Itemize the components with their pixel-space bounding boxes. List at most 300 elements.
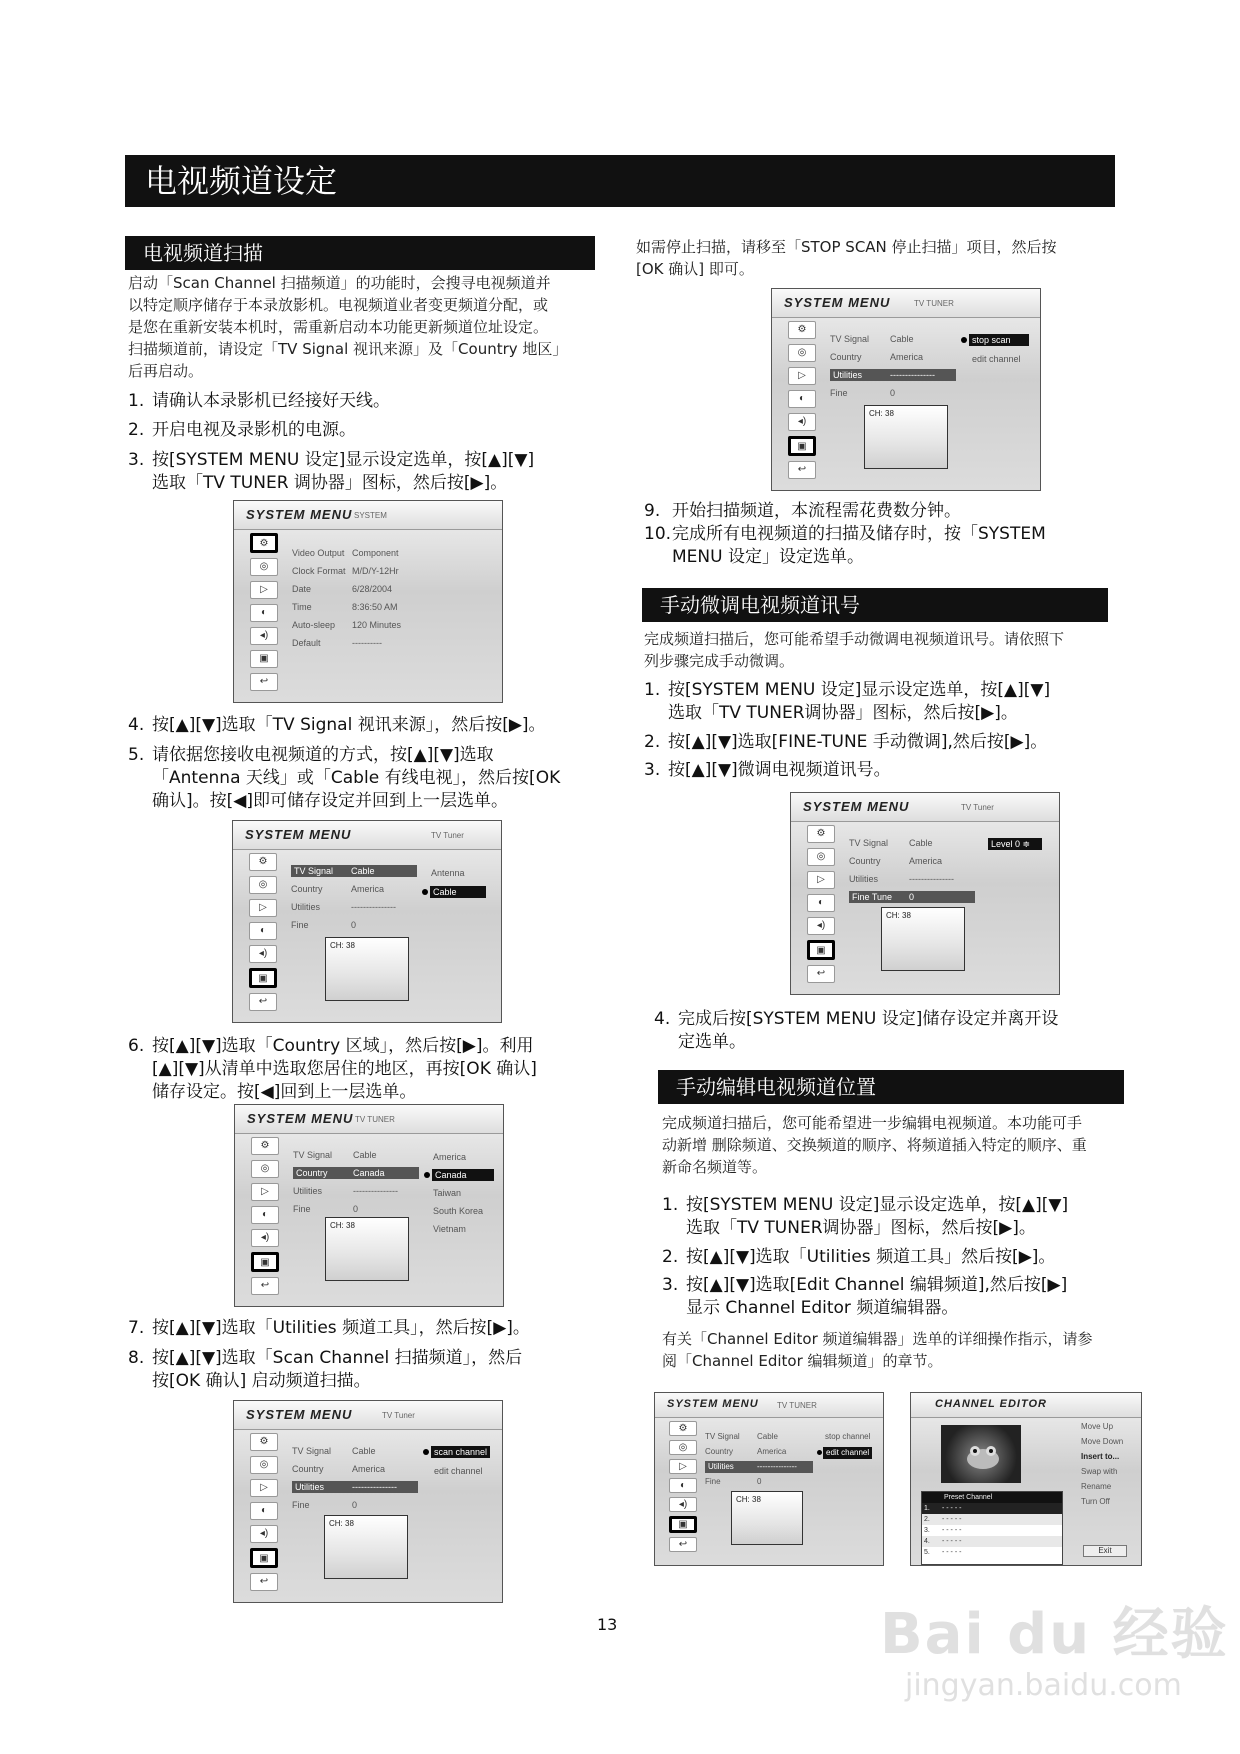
language-icon: ◎: [250, 558, 278, 576]
screenshot-fine-tune-menu: [790, 792, 1060, 995]
step-text: 按[▲][▼]选取「Scan Channel 扫描频道」，然后: [152, 1348, 523, 1368]
row-value: ----------: [352, 638, 382, 648]
option-edit-channel: edit channel: [823, 1447, 872, 1459]
row-key: TV Signal: [292, 1446, 332, 1456]
list-value: - - - - -: [942, 1549, 962, 1556]
step-text: 按[SYSTEM MENU 设定]显示设定选单，按[▲][▼]: [686, 1195, 1069, 1215]
step-text: 请依据您接收电视频道的方式，按[▲][▼]选取: [152, 745, 494, 765]
menu-row: [292, 583, 442, 595]
option-cable: Cable: [430, 886, 486, 898]
tv-tuner-icon: ▣: [669, 1516, 697, 1533]
row-value: 120 Minutes: [352, 620, 402, 630]
row-value: ---------------: [909, 874, 954, 884]
step-number: 9.: [644, 501, 661, 521]
video-icon: ▷: [250, 1479, 278, 1497]
scan-step-3: [128, 449, 608, 495]
row-key: Country: [705, 1447, 734, 1456]
preset-channel-list: [921, 1491, 1063, 1565]
list-index: 2.: [924, 1516, 930, 1523]
page-number: 13: [597, 1615, 618, 1634]
menu-header: [911, 1393, 1141, 1418]
option-country: Vietnam: [433, 1224, 466, 1234]
row-value: America: [351, 884, 385, 894]
menu-row: [849, 837, 975, 849]
edit-step-3: [662, 1274, 1132, 1320]
row-key: TV Signal: [294, 866, 334, 876]
scan-step-9: [644, 500, 1124, 523]
step-text: 储存设定。按[◀]回到上一层选单。: [152, 1082, 417, 1102]
row-key: Utilities: [849, 874, 879, 884]
fine-step-1: [644, 679, 1124, 725]
channel-label: CH: 38: [329, 1519, 354, 1528]
video-icon: ▷: [788, 367, 816, 385]
row-value: Cable: [890, 334, 914, 344]
row-key: Time: [292, 602, 312, 612]
list-value: - - - - -: [942, 1516, 962, 1523]
step-text: 按[SYSTEM MENU 设定]显示设定选单，按[▲][▼]: [668, 680, 1051, 700]
screenshot-channel-editor: [910, 1392, 1142, 1566]
list-index: 3.: [924, 1527, 930, 1534]
row-key: Fine: [293, 1204, 311, 1214]
row-key: TV Signal: [849, 838, 889, 848]
menu-row: [291, 883, 417, 895]
menu-row: [830, 387, 956, 399]
step-text: 「Antenna 天线」或「Cable 有线电视」，然后按[OK: [152, 768, 561, 788]
menu-row: [292, 601, 442, 613]
row-value: M/D/Y-12Hr: [352, 566, 399, 576]
screenshot-system-menu: [233, 500, 503, 703]
scan-step-4: [128, 714, 608, 737]
channel-label: CH: 38: [330, 941, 355, 950]
menu-row: [292, 619, 442, 631]
system-icon: ⚙: [250, 533, 278, 553]
menu-icon-column: [249, 853, 279, 1016]
selected-bullet-icon: [961, 337, 967, 343]
row-value: ---------------: [351, 902, 396, 912]
intro-line: 完成频道扫描后，您可能希望手动微调电视频道讯号。请依照下: [644, 630, 1065, 648]
step-text: 按[▲][▼]选取「Utilities 频道工具」然后按[▶]。: [686, 1247, 1056, 1267]
menu-row: [292, 547, 442, 559]
step-number: 1.: [128, 391, 145, 411]
selected-bullet-icon: [422, 889, 428, 895]
menu-icon-column: [788, 321, 818, 484]
menu-icon-column: [251, 1137, 281, 1300]
step-text: 定选单。: [678, 1032, 746, 1052]
fine-step-4: [654, 1008, 1124, 1054]
menu-row-selected: [293, 1167, 419, 1179]
exit-icon: ↩: [788, 461, 816, 479]
option-stop-channel: stop channel: [825, 1432, 871, 1441]
menu-title: SYSTEM MENU: [667, 1398, 759, 1410]
row-key: Auto-sleep: [292, 620, 336, 630]
intro-line: 完成频道扫描后，您可能希望进一步编辑电视频道。本功能可手: [662, 1114, 1083, 1132]
menu-row-selected: [830, 369, 956, 381]
list-item: [922, 1514, 1062, 1525]
option-antenna: Antenna: [431, 868, 465, 878]
menu-row: [292, 637, 442, 649]
action-swap-with: Swap with: [1081, 1467, 1118, 1476]
option-edit-channel: edit channel: [434, 1466, 483, 1476]
menu-header: [235, 1105, 503, 1134]
menu-row: [849, 873, 975, 885]
step-text: 完成所有电视频道的扫描及储存时，按「SYSTEM: [672, 524, 1046, 544]
channel-preview: [864, 405, 948, 469]
row-key: Country: [292, 1464, 324, 1474]
channel-label: CH: 38: [886, 911, 911, 920]
language-icon: ◎: [249, 876, 277, 894]
row-value: 8:36:50 AM: [352, 602, 398, 612]
list-index: 4.: [924, 1538, 930, 1545]
tv-tuner-icon: ▣: [807, 940, 835, 960]
row-value: 0: [757, 1477, 762, 1486]
row-key: Country: [291, 884, 323, 894]
step-text: 选取「TV TUNER 调协器」图标，然后按[▶]。: [152, 473, 508, 493]
action-insert-to: Insert to...: [1081, 1452, 1120, 1461]
row-key: TV Signal: [293, 1150, 333, 1160]
section-heading-edit-channel: 手动编辑电视频道位置: [658, 1070, 1124, 1104]
menu-subtitle: TV Tuner: [961, 803, 994, 812]
row-key: TV Signal: [705, 1432, 740, 1441]
menu-header: [772, 289, 1040, 318]
audio-icon: ◂): [788, 413, 816, 431]
list-item: [922, 1547, 1062, 1558]
action-turn-off: Turn Off: [1081, 1497, 1110, 1506]
row-value: Cable: [909, 838, 933, 848]
channel-label: CH: 38: [736, 1495, 761, 1504]
row-key: Default: [292, 638, 321, 648]
menu-row: [292, 1463, 418, 1475]
preview-image: [941, 1425, 1021, 1483]
fine-step-3: [644, 759, 1124, 782]
option-edit-channel: edit channel: [972, 354, 1021, 364]
menu-row: [291, 901, 417, 913]
menu-row: [849, 855, 975, 867]
audio-icon: ◂): [250, 627, 278, 645]
row-value: 0: [890, 388, 896, 398]
audio-icon: ◂): [669, 1497, 697, 1512]
step-number: 8.: [128, 1348, 145, 1368]
fine-step-2: [644, 731, 1124, 754]
menu-icon-column: [250, 533, 280, 696]
list-header: Preset Channel: [922, 1492, 1062, 1503]
row-value: 6/28/2004: [352, 584, 393, 594]
exit-icon: ↩: [251, 1277, 279, 1295]
scan-intro-line: 后再启动。: [128, 362, 204, 380]
menu-title: SYSTEM MENU: [247, 1111, 354, 1126]
screenshot-scan-channel-menu: [233, 1400, 503, 1603]
page-title: 电视频道设定: [125, 155, 1115, 207]
selected-bullet-icon: [424, 1172, 430, 1178]
step-number: 5.: [128, 745, 145, 765]
row-value: America: [890, 352, 924, 362]
row-key: Video Output: [292, 548, 345, 558]
step-number: 2.: [644, 732, 661, 752]
system-icon: ⚙: [788, 321, 816, 339]
exit-button: Exit: [1083, 1545, 1127, 1557]
step-text: 请确认本录影机已经接好天线。: [152, 391, 390, 411]
channel-label: CH: 38: [869, 409, 894, 418]
menu-subtitle: TV TUNER: [777, 1401, 817, 1410]
step-number: 3.: [128, 450, 145, 470]
step-text: 开始扫描频道，本流程需花费数分钟。: [672, 501, 961, 521]
menu-row: [293, 1185, 419, 1197]
scan-step-2: [128, 419, 608, 442]
step-text: 按[▲][▼]选取「Utilities 频道工具」，然后按[▶]。: [152, 1318, 530, 1338]
step-number: 1.: [662, 1195, 679, 1215]
row-value: Cable: [352, 1446, 376, 1456]
audio-icon: ◂): [251, 1229, 279, 1247]
audio-icon: ◂): [250, 1525, 278, 1543]
screenshot-tv-signal-menu: [232, 820, 502, 1023]
channel-label: CH: 38: [330, 1221, 355, 1230]
row-key: Utilities: [291, 902, 321, 912]
list-item: [922, 1503, 1062, 1514]
menu-header: [234, 1401, 502, 1430]
row-key: Fine: [705, 1477, 721, 1486]
section-heading-scan: 电视频道扫描: [125, 236, 595, 270]
scan-intro-line: 启动「Scan Channel 扫描频道」的功能时，会搜寻电视频道并: [128, 274, 551, 292]
scan-step-10: [644, 523, 1124, 569]
menu-header: [791, 793, 1059, 822]
step-text: 显示 Channel Editor 频道编辑器。: [686, 1298, 959, 1318]
row-value: Cable: [353, 1150, 377, 1160]
step-text: 按[SYSTEM MENU 设定]显示设定选单，按[▲][▼]: [152, 450, 535, 470]
channel-preview: [881, 907, 965, 971]
action-rename: Rename: [1081, 1482, 1112, 1491]
row-key: TV Signal: [830, 334, 870, 344]
language-icon: ◎: [669, 1440, 697, 1455]
menu-subtitle: TV TUNER: [355, 1115, 395, 1124]
audio-icon: ◂): [807, 917, 835, 935]
scan-intro-line: 是您在重新安装本机时，需重新启动本功能更新频道位址设定。: [128, 318, 549, 336]
edit-step-2: [662, 1246, 1132, 1269]
option-country: America: [433, 1152, 467, 1162]
intro-line: 列步骤完成手动微调。: [644, 652, 795, 670]
menu-subtitle: TV Tuner: [382, 1411, 415, 1420]
edit-step-1: [662, 1194, 1132, 1240]
frog-photo-icon: [941, 1425, 1021, 1483]
step-text: MENU 设定」设定选单。: [672, 547, 864, 567]
system-icon: ⚙: [807, 825, 835, 843]
list-value: - - - - -: [942, 1538, 962, 1545]
row-value: Component: [352, 548, 399, 558]
section-heading-fine-tune: 手动微调电视频道讯号: [642, 588, 1108, 622]
row-key: Country: [849, 856, 881, 866]
scan-intro-line: 扫描频道前，请设定「TV Signal 视讯来源」及「Country 地区」: [128, 340, 568, 358]
intro-line: 动新增 删除频道、交换频道的顺序、将频道插入特定的顺序、重: [662, 1136, 1087, 1154]
exit-icon: ↩: [807, 965, 835, 983]
menu-row-selected: [292, 1481, 418, 1493]
menu-subtitle: TV TUNER: [914, 299, 954, 308]
language-icon: ◎: [250, 1456, 278, 1474]
note-line: 有关「Channel Editor 频道编辑器」选单的详细操作指示，请参: [662, 1330, 1093, 1348]
video-icon: ▷: [249, 899, 277, 917]
row-key: Fine: [292, 1500, 310, 1510]
step-number: 4.: [654, 1009, 671, 1029]
menu-title: SYSTEM MENU: [245, 827, 352, 842]
scan-intro-line: 以特定顺序储存于本录放影机。电视频道业者变更频道分配，或: [128, 296, 549, 314]
row-value: Cable: [757, 1432, 778, 1441]
record-icon: ◐: [788, 390, 816, 408]
row-value: 0: [909, 892, 915, 902]
row-key: Country: [830, 352, 862, 362]
video-icon: ▷: [250, 581, 278, 599]
row-value: ---------------: [352, 1482, 397, 1492]
record-icon: ◐: [807, 894, 835, 912]
edit-note: [662, 1328, 1132, 1372]
step-text: 按[▲][▼]选取[Edit Channel 编辑频道],然后按[▶]: [686, 1275, 1068, 1295]
video-icon: ▷: [669, 1459, 697, 1474]
tv-tuner-icon: ▣: [249, 968, 277, 988]
row-value: America: [757, 1447, 787, 1456]
menu-title: SYSTEM MENU: [246, 507, 353, 522]
menu-row: [292, 1445, 418, 1457]
menu-row: [705, 1446, 813, 1458]
record-icon: ◐: [249, 922, 277, 940]
option-stop-scan: stop scan: [969, 334, 1029, 346]
menu-row: [705, 1476, 813, 1488]
row-value: 0: [353, 1204, 359, 1214]
row-key: Utilities: [833, 370, 863, 380]
menu-title: SYSTEM MENU: [803, 799, 910, 814]
menu-title: SYSTEM MENU: [784, 295, 891, 310]
system-icon: ⚙: [251, 1137, 279, 1155]
list-item: [922, 1525, 1062, 1536]
stop-scan-note: [636, 236, 1116, 280]
screenshot-country-menu: [234, 1104, 504, 1307]
scan-step-1: [128, 390, 608, 413]
step-number: 1.: [644, 680, 661, 700]
step-number: 4.: [128, 715, 145, 735]
scan-step-8: [128, 1347, 608, 1393]
step-text: 按[▲][▼]微调电视频道讯号。: [668, 760, 891, 780]
list-item: [922, 1536, 1062, 1547]
step-text: [▲][▼]从清单中选取您居住的地区，再按[OK 确认]: [152, 1059, 537, 1079]
record-icon: ◐: [250, 604, 278, 622]
row-key: Utilities: [295, 1482, 325, 1492]
step-text: 完成后按[SYSTEM MENU 设定]储存设定并离开设: [678, 1009, 1059, 1029]
channel-preview: [325, 1217, 409, 1281]
exit-icon: ↩: [250, 1573, 278, 1591]
menu-row: [830, 351, 956, 363]
row-key: Date: [292, 584, 312, 594]
tv-tuner-icon: ▣: [250, 650, 278, 668]
row-key: Fine: [830, 388, 848, 398]
record-icon: ◐: [251, 1206, 279, 1224]
step-number: 6.: [128, 1036, 145, 1056]
row-value: Canada: [353, 1168, 385, 1178]
fine-intro: [644, 628, 1124, 672]
step-text: 按[OK 确认] 启动频道扫描。: [152, 1371, 371, 1391]
menu-row: [291, 919, 417, 931]
row-value: 0: [351, 920, 357, 930]
row-value: 0: [352, 1500, 358, 1510]
row-key: Utilities: [293, 1186, 323, 1196]
system-icon: ⚙: [250, 1433, 278, 1451]
action-move-down: Move Down: [1081, 1437, 1124, 1446]
action-move-up: Move Up: [1081, 1422, 1114, 1431]
menu-row: [293, 1149, 419, 1161]
menu-title: CHANNEL EDITOR: [935, 1398, 1047, 1410]
menu-row-selected: [705, 1461, 813, 1473]
step-text: 选取「TV TUNER调协器」图标，然后按[▶]。: [668, 703, 1018, 723]
option-country: Taiwan: [433, 1188, 462, 1198]
scan-step-7: [128, 1317, 608, 1340]
step-number: 3.: [644, 760, 661, 780]
note-line: [OK 确认] 即可。: [636, 260, 754, 278]
row-value: America: [909, 856, 943, 866]
row-key: Utilities: [708, 1462, 734, 1471]
screenshot-stop-scan-menu: [771, 288, 1041, 491]
menu-header: [655, 1393, 883, 1418]
note-line: 如需停止扫描，请移至「STOP SCAN 停止扫描」项目，然后按: [636, 238, 1057, 256]
tv-tuner-icon: ▣: [788, 436, 816, 456]
menu-row: [292, 565, 442, 577]
screenshot-edit-channel-menu: [654, 1392, 884, 1566]
channel-preview: [324, 1515, 408, 1579]
scan-step-6: [128, 1035, 608, 1104]
step-text: 开启电视及录影机的电源。: [152, 420, 356, 440]
row-key: Clock Format: [292, 566, 346, 576]
exit-icon: ↩: [250, 673, 278, 691]
selected-bullet-icon: [817, 1450, 822, 1455]
step-number: 2.: [662, 1247, 679, 1267]
step-number: 7.: [128, 1318, 145, 1338]
video-icon: ▷: [807, 871, 835, 889]
selected-bullet-icon: [423, 1449, 429, 1455]
menu-icon-column: [807, 825, 837, 988]
menu-title: SYSTEM MENU: [246, 1407, 353, 1422]
menu-row: [292, 1499, 418, 1511]
list-value: - - - - -: [942, 1527, 962, 1534]
list-index: 5.: [924, 1549, 930, 1556]
menu-row: [293, 1203, 419, 1215]
list-index: 1.: [924, 1505, 930, 1512]
step-text: 按[▲][▼]选取「TV Signal 视讯来源」，然后按[▶]。: [152, 715, 546, 735]
step-number: 10.: [644, 524, 672, 544]
row-value: ---------------: [353, 1186, 398, 1196]
fine-tune-level: Level 0 ≑: [988, 838, 1042, 850]
intro-line: 新命名频道等。: [662, 1158, 768, 1176]
scan-step-5: [128, 744, 608, 813]
menu-row: [705, 1431, 813, 1443]
menu-icon-column: [669, 1421, 699, 1557]
menu-row-selected: [291, 865, 417, 877]
option-country-selected: Canada: [432, 1169, 494, 1181]
step-text: 选取「TV TUNER调协器」图标，然后按[▶]。: [686, 1218, 1036, 1238]
watermark-brand: Bai du 经验: [880, 1602, 1229, 1667]
edit-intro: [662, 1112, 1132, 1178]
exit-icon: ↩: [249, 993, 277, 1011]
step-number: 3.: [662, 1275, 679, 1295]
menu-row: [830, 333, 956, 345]
menu-header: [233, 821, 501, 850]
row-value: America: [352, 1464, 386, 1474]
row-key: Fine: [291, 920, 309, 930]
list-value: - - - - -: [942, 1505, 962, 1512]
language-icon: ◎: [807, 848, 835, 866]
video-icon: ▷: [251, 1183, 279, 1201]
system-icon: ⚙: [669, 1421, 697, 1436]
watermark-url: jingyan.baidu.com: [905, 1668, 1182, 1703]
scan-intro: [128, 272, 598, 382]
note-line: 阅「Channel Editor 编辑频道」的章节。: [662, 1352, 943, 1370]
option-country: South Korea: [433, 1206, 484, 1216]
menu-icon-column: [250, 1433, 280, 1596]
menu-subtitle: TV Tuner: [431, 831, 464, 840]
step-text: 按[▲][▼]选取[FINE-TUNE 手动微调],然后按[▶]。: [668, 732, 1048, 752]
menu-header: [234, 501, 502, 530]
